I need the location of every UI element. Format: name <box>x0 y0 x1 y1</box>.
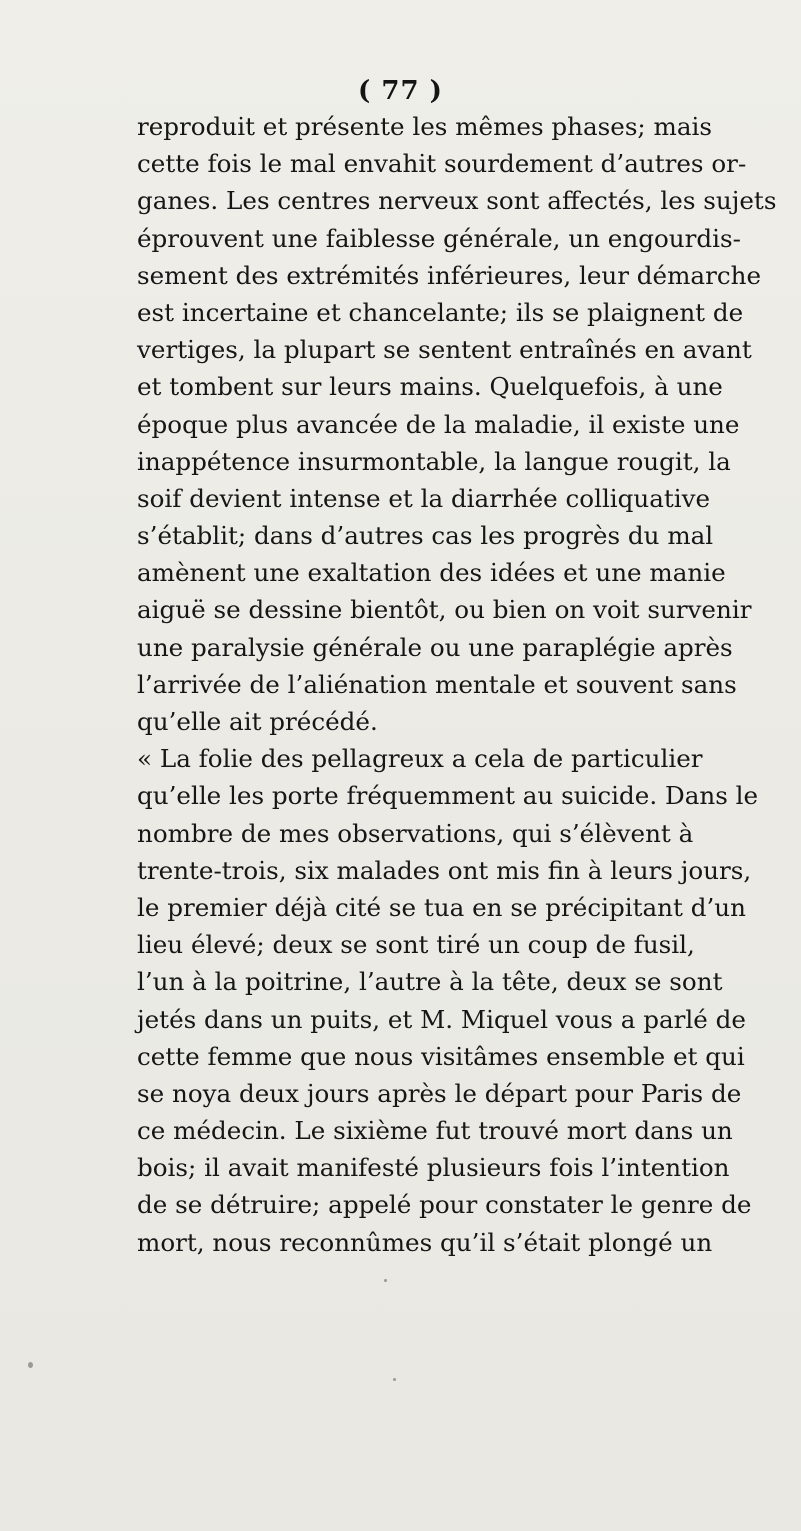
text-line: cette femme que nous visitâmes ensemble et qui <box>137 1041 745 1071</box>
text-line: reproduit et présente les mêmes phases; mais <box>137 112 713 141</box>
text-line: « La folie des pellagreux a cela de particulier <box>137 744 703 774</box>
text-line: bois; il avait manifesté plusieurs fois l’intention <box>137 1153 730 1183</box>
text-line: s’établit; dans d’autres cas les progrès du mal <box>137 521 714 551</box>
text-line: l’un à la poitrine, l’autre à la tête, deux se sont <box>137 967 723 997</box>
text-line: trente-trois, six malades ont mis fin à leurs jours, <box>137 855 752 885</box>
text-line: éprouvent une faiblesse générale, un engourdis- <box>137 223 741 253</box>
text-line: l’arrivée de l’aliénation mentale et souvent sans <box>137 669 737 699</box>
text-line: se noya deux jours après le départ pour Paris de <box>137 1078 742 1108</box>
text-line: cette fois le mal envahit sourdement d’autres or- <box>137 149 747 179</box>
text-line: inappétence insurmontable, la langue rougit, la <box>137 446 731 476</box>
text-line: époque plus avancée de la maladie, il existe une <box>137 409 740 439</box>
text-line: qu’elle les porte fréquemment au suicide. Dans le <box>137 781 759 811</box>
text-line: nombre de mes observations, qui s’élèvent à <box>137 818 694 848</box>
text-line: lieu élevé; deux se sont tiré un coup de fusil, <box>137 930 695 960</box>
paper-speck <box>393 1378 396 1381</box>
paper-speck <box>28 1362 33 1368</box>
text-line: le premier déjà cité se tua en se précipitant d’un <box>137 892 746 922</box>
text-line: jetés dans un puits, et M. Miquel vous a parlé de <box>137 1004 746 1034</box>
text-line: et tombent sur leurs mains. Quelquefois, à une <box>137 372 723 402</box>
text-line: est incertaine et chancelante; ils se plaignent de <box>137 297 744 327</box>
body-text <box>137 108 777 1261</box>
text-line: ganes. Les centres nerveux sont affectés, les sujets <box>137 186 777 216</box>
text-line: mort, nous reconnûmes qu’il s’était plongé un <box>137 1227 713 1257</box>
text-line: de se détruire; appelé pour constater le genre de <box>137 1190 752 1220</box>
text-line: vertiges, la plupart se sentent entraînés en avant <box>137 335 752 365</box>
text-line: une paralysie générale ou une paraplégie après <box>137 632 733 662</box>
page-number: ( 77 ) <box>358 76 443 106</box>
text-line: aiguë se dessine bientôt, ou bien on voit survenir <box>137 595 752 625</box>
text-line: soif devient intense et la diarrhée colliquative <box>137 483 711 513</box>
text-line: sement des extrémités inférieures, leur démarche <box>137 260 761 290</box>
text-line: amènent une exaltation des idées et une manie <box>137 558 726 588</box>
paper-speck <box>384 1279 387 1282</box>
text-line: qu’elle ait précédé. <box>137 707 378 736</box>
text-line: ce médecin. Le sixième fut trouvé mort dans un <box>137 1116 733 1146</box>
